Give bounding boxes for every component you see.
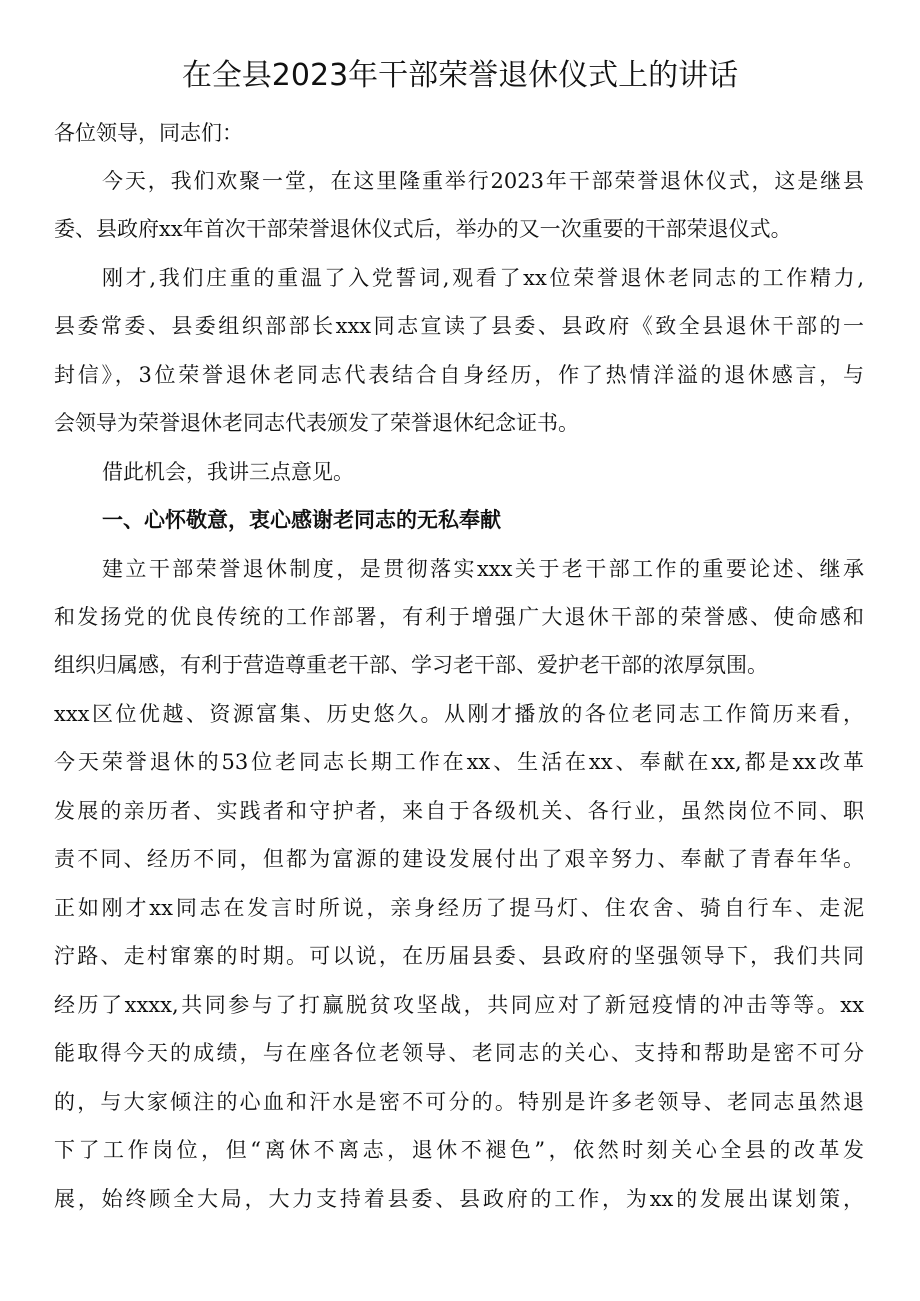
paragraph-line: 经历了xxxx,共同参与了打赢脱贫攻坚战，共同应对了新冠疫情的冲击等等。xx [54,993,864,1017]
paragraph-line: 今天荣誉退休的53位老同志长期工作在xx、生活在xx、奉献在xx,都是xx改革 [54,750,864,774]
paragraph-line: 能取得今天的成绩，与在座各位老领导、老同志的关心、支持和帮助是密不可分 [54,1041,864,1065]
paragraph-line: 责不同、经历不同，但都为富源的建设发展付出了艰辛努力、奉献了青春年华。 [54,847,864,871]
section-heading: 一、心怀敬意，衷心感谢老同志的无私奉献 [102,508,501,532]
greeting: 各位领导，同志们： [54,121,243,145]
paragraph-line: 会领导为荣誉退休老同志代表颁发了荣誉退休纪念证书。 [54,411,579,435]
paragraph-line: 的，与大家倾注的心血和汗水是密不可分的。特别是许多老领导、老同志虽然退 [54,1090,864,1114]
paragraph-line: 组织归属感，有利于营造尊重老干部、学习老干部、爱护老干部的浓厚氛围。 [54,653,768,677]
paragraph-line: 和发扬党的优良传统的工作部署，有利于增强广大退休干部的荣誉感、使命感和 [54,605,864,629]
paragraph-line: 下了工作岗位，但“离休不离志，退休不褪色”，依然时刻关心全县的改革发 [54,1138,864,1162]
paragraph-line: 封信》，3位荣誉退休老同志代表结合自身经历，作了热情洋溢的退休感言，与 [54,363,864,387]
paragraph-line: 正如刚才xx同志在发言时所说，亲身经历了提马灯、住农舍、骑自行车、走泥 [54,896,864,920]
paragraph-line: 借此机会，我讲三点意见。 [102,460,354,484]
paragraph-line: 委、县政府xx年首次干部荣誉退休仪式后，举办的又一次重要的干部荣退仪式。 [54,217,792,241]
paragraph-line: 泞路、走村窜寨的时期。可以说，在历届县委、县政府的坚强领导下，我们共同 [54,944,864,968]
paragraph-line: 展，始终顾全大局，大力支持着县委、县政府的工作，为xx的发展出谋划策， [54,1187,864,1211]
paragraph-line: 刚才,我们庄重的重温了入党誓词,观看了xx位荣誉退休老同志的工作精力, [102,266,864,290]
paragraph-line: 今天，我们欢聚一堂，在这里隆重举行2023年干部荣誉退休仪式，这是继县 [102,169,864,193]
page-title: 在全县2023年干部荣誉退休仪式上的讲话 [181,58,739,93]
paragraph-line: xxx区位优越、资源富集、历史悠久。从刚才播放的各位老同志工作简历来看， [54,702,864,726]
paragraph-line: 发展的亲历者、实践者和守护者，来自于各级机关、各行业，虽然岗位不同、职 [54,799,864,823]
paragraph-line: 县委常委、县委组织部部长xxx同志宣读了县委、县政府《致全县退休干部的一 [54,314,864,338]
paragraph-line: 建立干部荣誉退休制度，是贯彻落实xxx关于老干部工作的重要论述、继承 [102,557,864,581]
